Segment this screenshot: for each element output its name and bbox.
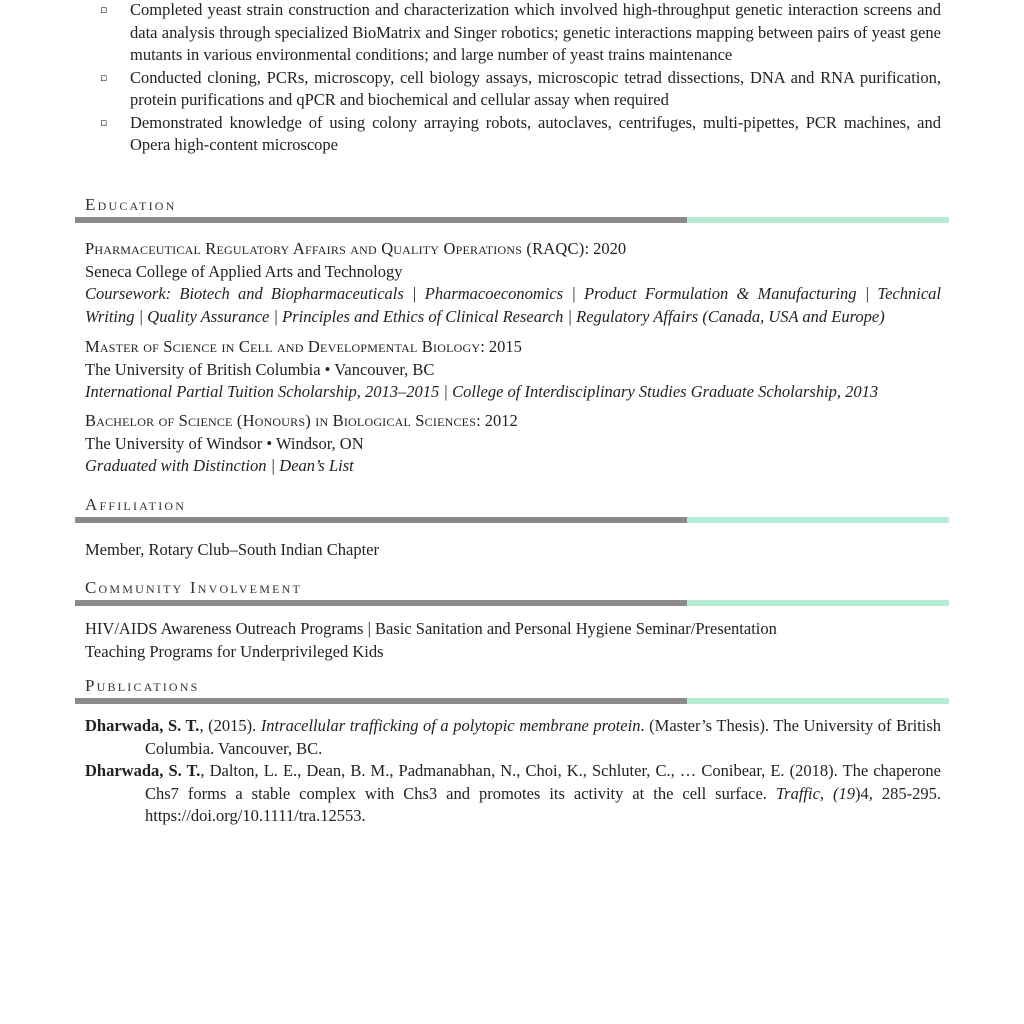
degree-year: : 2015 [480, 337, 522, 356]
section-divider [75, 217, 949, 223]
institution: Seneca College of Applied Arts and Technology [85, 261, 403, 281]
education-title: Education [85, 195, 177, 214]
publication-entry: Dharwada, S. T., Dalton, L. E., Dean, B. M., Padmanabhan, N., Choi, K., Schluter, C., … Conibear, E. (2018). The chaperone Chs7 forms a stable complex with Chs3 and promotes its activity at the cell surface. Traffic, (19)4, 285-295. https://doi.org/10.1111/tra.12553. [85, 761, 941, 825]
journal-name: Traffic, (19 [775, 783, 856, 803]
institution: The University of British Columbia • Vancouver, BC [85, 359, 435, 379]
section-divider [75, 600, 949, 606]
education-entry [85, 238, 941, 328]
affiliation-section-header [75, 496, 949, 523]
affiliation-title: Affiliation [85, 495, 187, 514]
section-divider [75, 517, 949, 523]
affiliation-text: Member, Rotary Club–South Indian Chapter [85, 540, 380, 559]
publication-author: Dharwada, S. T. [85, 761, 201, 780]
degree-year: : 2020 [584, 239, 627, 258]
degree-title: Bachelor of Science (Honours) in Biological Sciences [85, 411, 477, 430]
experience-bullet: ▫ Conducted cloning, PCRs, microscopy, cell biology assays, microscopic tetrad dissections, DNA and RNA purification, protein purifications and qPCR and biochemical and cellular assay when required [100, 67, 941, 109]
coursework: Coursework: Biotech and Biopharmaceuticals | Pharmacoeconomics | Product Formulation & Manufacturing | Technical Writing | Quality Assurance | Principles and Ethics of Clinical Research | Regulatory Affairs (Canada, USA and Europe) [85, 284, 941, 326]
scholarships: International Partial Tuition Scholarship, 2013–2015 | College of Interdisciplinary Studies Graduate Scholarship, 2013 [85, 382, 879, 401]
degree-year: : 2012 [476, 411, 518, 430]
square-bullet-icon: ▫ [100, 115, 108, 129]
publication-entry: Dharwada, S. T., (2015). Intracellular trafficking of a polytopic membrane protein. (Master’s Thesis). The University of British Columbia. Vancouver, BC. [85, 716, 942, 758]
publication-list [85, 715, 941, 828]
community-programs: HIV/AIDS Awareness Outreach Programs | Basic Sanitation and Personal Hygiene Seminar/Presentation Teaching Programs for Underprivileged Kids [85, 619, 777, 661]
experience-bullet: ▫ Completed yeast strain construction and characterization which involved high-throughput genetic interaction screens and data analysis through specialized BioMatrix and Singer robotics; genetic interactions mapping between pairs of yeast gene mutants in various environmental conditions; and large number of yeast trains maintenance [100, 0, 941, 64]
section-divider [75, 698, 949, 704]
education-entry [85, 336, 941, 404]
publication-author: Dharwada, S. T. [85, 716, 200, 735]
community-section-header [75, 579, 949, 606]
degree-title: Pharmaceutical Regulatory Affairs and Quality Operations (RAQC) [85, 239, 585, 258]
square-bullet-icon: ▫ [100, 70, 108, 84]
education-section-header [75, 196, 949, 223]
community-title: Community Involvement [85, 578, 302, 597]
square-bullet-icon: ▫ [100, 3, 108, 16]
publications-title: Publications [85, 676, 200, 695]
degree-title: Master of Science in Cell and Developmental Biology [85, 337, 481, 356]
honors: Graduated with Distinction | Dean’s List [85, 456, 354, 475]
institution: The University of Windsor • Windsor, ON [85, 433, 364, 453]
experience-bullet-list [96, 0, 941, 157]
publications-section-header [75, 677, 949, 704]
education-entry [85, 410, 941, 478]
publication-title: Intracellular trafficking of a polytopic membrane protein [260, 716, 641, 735]
experience-bullet: ▫ Demonstrated knowledge of using colony arraying robots, autoclaves, centrifuges, multi-pipettes, PCR machines, and Opera high-content microscope [100, 112, 941, 154]
